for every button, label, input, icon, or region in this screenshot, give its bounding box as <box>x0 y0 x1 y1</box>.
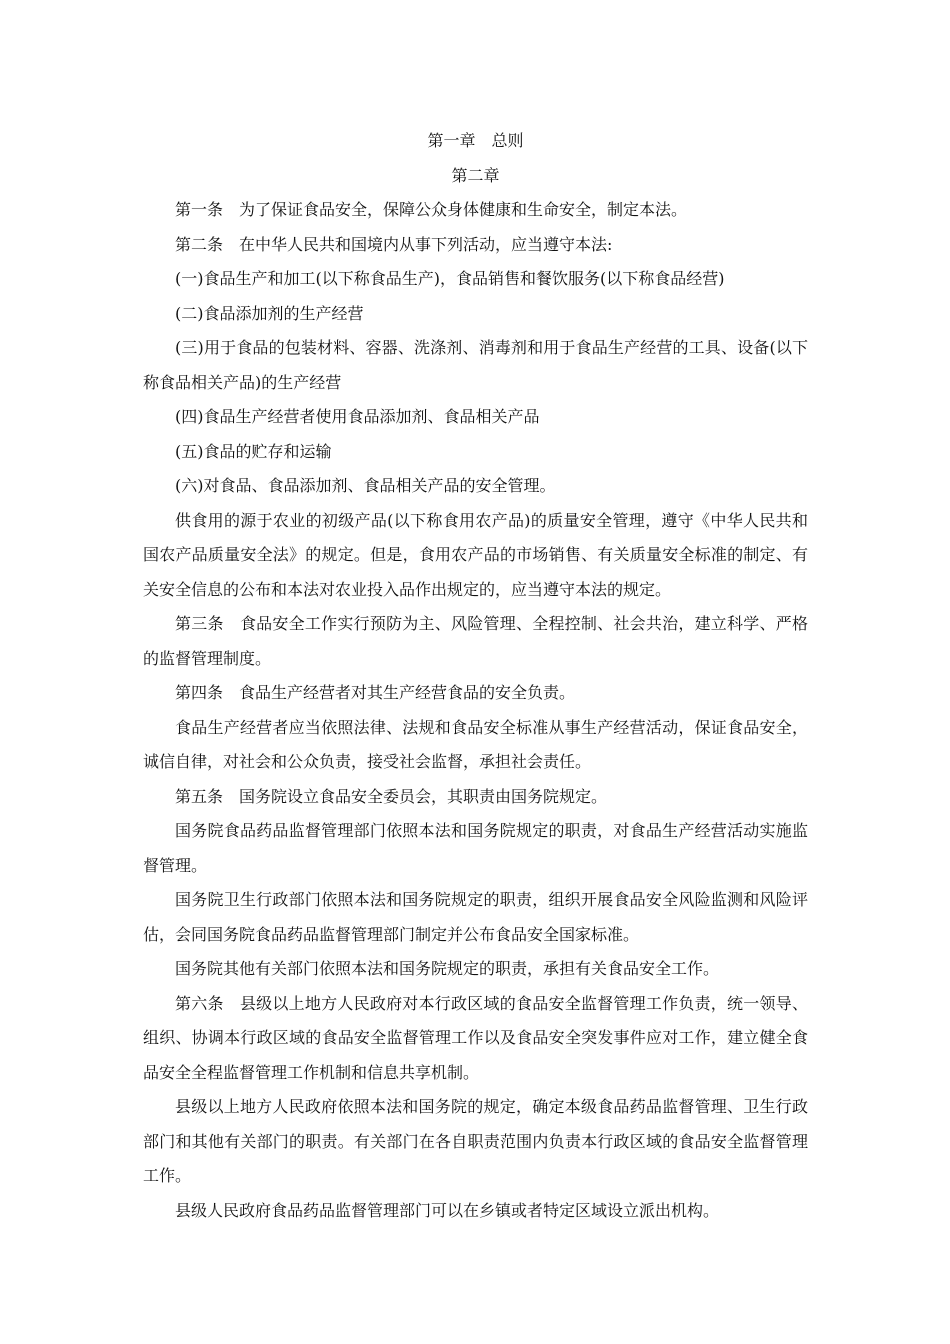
paragraph-other-depts: 国务院其他有关部门依照本法和国务院规定的职责，承担有关食品安全工作。 <box>175 959 720 978</box>
paragraph-article-4: 第四条 食品生产经营者对其生产经营食品的安全负责。 <box>175 683 576 702</box>
list-item-3: (三)用于食品的包装材料、容器、洗涤剂、消毒剂和用于食品生产经营的工具、设备(以下称食品相关产品)的生产经营 <box>143 338 808 392</box>
paragraph-county-agencies: 县级人民政府食品药品监督管理部门可以在乡镇或者特定区域设立派出机构。 <box>175 1200 720 1220</box>
paragraph-article-2: 第二条 在中华人民共和国境内从事下列活动，应当遵守本法: <box>175 234 613 254</box>
paragraph-article-6: 第六条 县级以上地方人民政府对本行政区域的食品安全监督管理工作负责，统一领导、组织、协调本行政区域的食品安全监督管理工作以及食品安全突发事件应对工作，建立健全食品安全全程监督管理工作机制和信息共享机制。 <box>143 993 808 1082</box>
document-body <box>143 124 808 1228</box>
list-item-6: (六)对食品、食品添加剂、食品相关产品的安全管理。 <box>175 476 556 495</box>
chapter-heading: 第一章 总则 <box>427 131 524 150</box>
paragraph-fda-duties: 国务院食品药品监督管理部门依照本法和国务院规定的职责，对食品生产经营活动实施监督管理。 <box>143 821 808 875</box>
list-item-5: (五)食品的贮存和运输 <box>175 441 332 461</box>
paragraph-agricultural-products: 供食用的源于农业的初级产品(以下称食用农产品)的质量安全管理，遵守《中华人民共和国农产品质量安全法》的规定。但是，食用农产品的市场销售、有关质量安全标准的制定、有关安全信息的公布和本法对农业投入品作出规定的，应当遵守本法的规定。 <box>143 510 808 599</box>
paragraph-article-1: 第一条 为了保证食品安全，保障公众身体健康和生命安全，制定本法。 <box>175 200 688 219</box>
paragraph-local-gov-duties: 县级以上地方人民政府依照本法和国务院的规定，确定本级食品药品监督管理、卫生行政部门和其他有关部门的职责。有关部门在各自职责范围内负责本行政区域的食品安全监督管理工作。 <box>143 1097 808 1185</box>
paragraph-article-3: 第三条 食品安全工作实行预防为主、风险管理、全程控制、社会共治，建立科学、严格的监督管理制度。 <box>143 614 808 668</box>
paragraph-health-dept-duties: 国务院卫生行政部门依照本法和国务院规定的职责，组织开展食品安全风险监测和风险评估，会同国务院食品药品监督管理部门制定并公布食品安全国家标准。 <box>143 890 808 944</box>
list-item-2: (二)食品添加剂的生产经营 <box>175 303 364 323</box>
list-item-4: (四)食品生产经营者使用食品添加剂、食品相关产品 <box>175 407 540 426</box>
sub-heading: 第二章 <box>451 165 500 185</box>
list-item-1: (一)食品生产和加工(以下称食品生产)，食品销售和餐饮服务(以下称食品经营) <box>175 269 725 288</box>
paragraph-article-5: 第五条 国务院设立食品安全委员会，其职责由国务院规定。 <box>175 786 608 806</box>
paragraph-producer-duties: 食品生产经营者应当依照法律、法规和食品安全标准从事生产经营活动，保证食品安全，诚信自律，对社会和公众负责，接受社会监督，承担社会责任。 <box>143 717 808 771</box>
